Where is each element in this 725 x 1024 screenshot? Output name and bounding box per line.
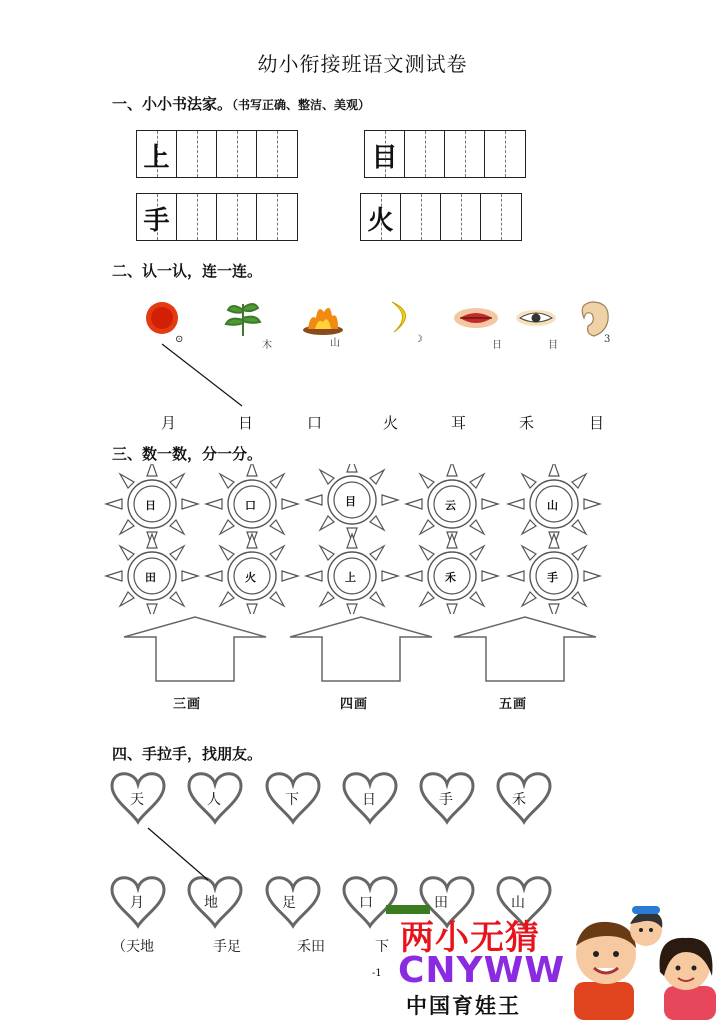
writing-grid-1[interactable] xyxy=(136,130,298,178)
heart-top-char[interactable]: 手 xyxy=(439,792,453,808)
section-1-title: 一、小小书法家。 xyxy=(112,95,233,113)
sun-char[interactable]: 云 xyxy=(445,499,456,512)
pair-example-2: 手足 xyxy=(213,939,241,955)
page-title: 幼小衔接班语文测试卷 xyxy=(257,52,468,76)
bin-label-5-strokes: 五画 xyxy=(499,697,528,712)
mouth-icon xyxy=(454,308,498,328)
heart-top-char[interactable]: 日 xyxy=(362,792,376,808)
heart-bottom-char[interactable]: 山 xyxy=(511,895,525,911)
example-connection-line xyxy=(160,342,250,412)
heart-top-char[interactable]: 禾 xyxy=(512,792,526,808)
bin-label-3-strokes: 三画 xyxy=(173,697,202,712)
brand-line-1: 两小无猜 xyxy=(400,918,540,958)
match-char-5[interactable]: 耳 xyxy=(451,414,467,432)
sun-char[interactable]: 禾 xyxy=(445,571,456,584)
sun-char[interactable]: 田 xyxy=(145,571,156,584)
pair-example-3: 禾田 xyxy=(297,939,325,955)
child-figure xyxy=(630,906,662,946)
arrow-bin-1 xyxy=(124,617,266,681)
grid-char: 目 xyxy=(371,143,398,173)
sprout-icon xyxy=(226,304,260,336)
sun-icon xyxy=(146,302,178,334)
sun-char[interactable]: 山 xyxy=(547,499,558,512)
heart-bottom-char[interactable]: 月 xyxy=(130,895,144,911)
girl-figure xyxy=(660,938,716,1020)
eye-icon xyxy=(516,310,556,326)
bin-label-4-strokes: 四画 xyxy=(340,697,369,712)
sun-char[interactable]: 上 xyxy=(345,571,356,584)
pair-example-4: 下 xyxy=(375,939,389,955)
section-1-heading xyxy=(112,93,370,114)
fire-icon xyxy=(303,308,343,335)
grid-char: 手 xyxy=(143,206,170,236)
brand-line-3: 中国育娃王 xyxy=(406,994,521,1018)
grid-char: 火 xyxy=(367,206,394,236)
match-char-4[interactable]: 火 xyxy=(383,414,399,432)
arrow-bins xyxy=(120,615,600,690)
heart-bottom-char[interactable]: 地 xyxy=(204,895,218,911)
sun-char[interactable]: 口 xyxy=(245,499,256,512)
match-char-7[interactable]: 目 xyxy=(589,414,605,432)
ear-icon xyxy=(582,302,608,336)
moon-icon xyxy=(392,302,406,332)
glyph-mountain: 山 xyxy=(330,338,340,349)
heart-bottom-char[interactable]: 足 xyxy=(282,895,296,911)
example-heart-line xyxy=(148,828,208,880)
arrow-bin-3 xyxy=(454,617,596,681)
match-char-2[interactable]: 日 xyxy=(238,414,254,432)
grid-char: 上 xyxy=(143,143,170,173)
cartoon-kids-logo xyxy=(568,902,718,1020)
suns-area xyxy=(100,464,620,614)
writing-grid-4[interactable] xyxy=(360,193,522,241)
section-3-heading: 三、数一数，分一分。 xyxy=(112,445,263,463)
glyph-sun2: 日 xyxy=(492,340,502,351)
page-number: -1 xyxy=(372,968,382,979)
section-4-heading: 四、手拉手，找朋友。 xyxy=(112,745,263,763)
glyph-moon: ☽ xyxy=(414,334,423,345)
sun-char[interactable]: 手 xyxy=(547,571,558,584)
glyph-sun: ⊙ xyxy=(175,334,184,345)
match-char-1[interactable]: 月 xyxy=(161,414,177,432)
glyph-tree: 木 xyxy=(262,340,272,351)
arrow-bin-2 xyxy=(290,617,432,681)
heart-bottom-char[interactable]: 田 xyxy=(434,895,448,911)
brand-line-2: CNYWW xyxy=(398,950,566,991)
writing-grid-3[interactable] xyxy=(136,193,298,241)
heart-top-char[interactable]: 人 xyxy=(207,792,221,808)
match-char-6[interactable]: 禾 xyxy=(519,414,535,432)
section-2-heading: 二、认一认，连一连。 xyxy=(112,262,263,280)
pair-example-1: （天地 xyxy=(112,939,154,955)
match-char-3[interactable]: 口 xyxy=(307,414,323,432)
section-1-note: （书写正确、整洁、美观） xyxy=(232,98,371,112)
writing-grid-2[interactable] xyxy=(364,130,526,178)
glyph-ear: 3 xyxy=(604,334,611,345)
sun-char[interactable]: 日 xyxy=(145,499,156,512)
heart-top-char[interactable]: 天 xyxy=(130,792,144,808)
glyph-eye: 目 xyxy=(548,340,558,351)
sun-char[interactable]: 火 xyxy=(245,571,256,584)
heart-bottom-char[interactable]: 口 xyxy=(359,895,373,911)
sun-char[interactable]: 目 xyxy=(345,495,356,508)
heart-top-char[interactable]: 下 xyxy=(285,792,299,808)
boy-figure xyxy=(574,922,636,1020)
